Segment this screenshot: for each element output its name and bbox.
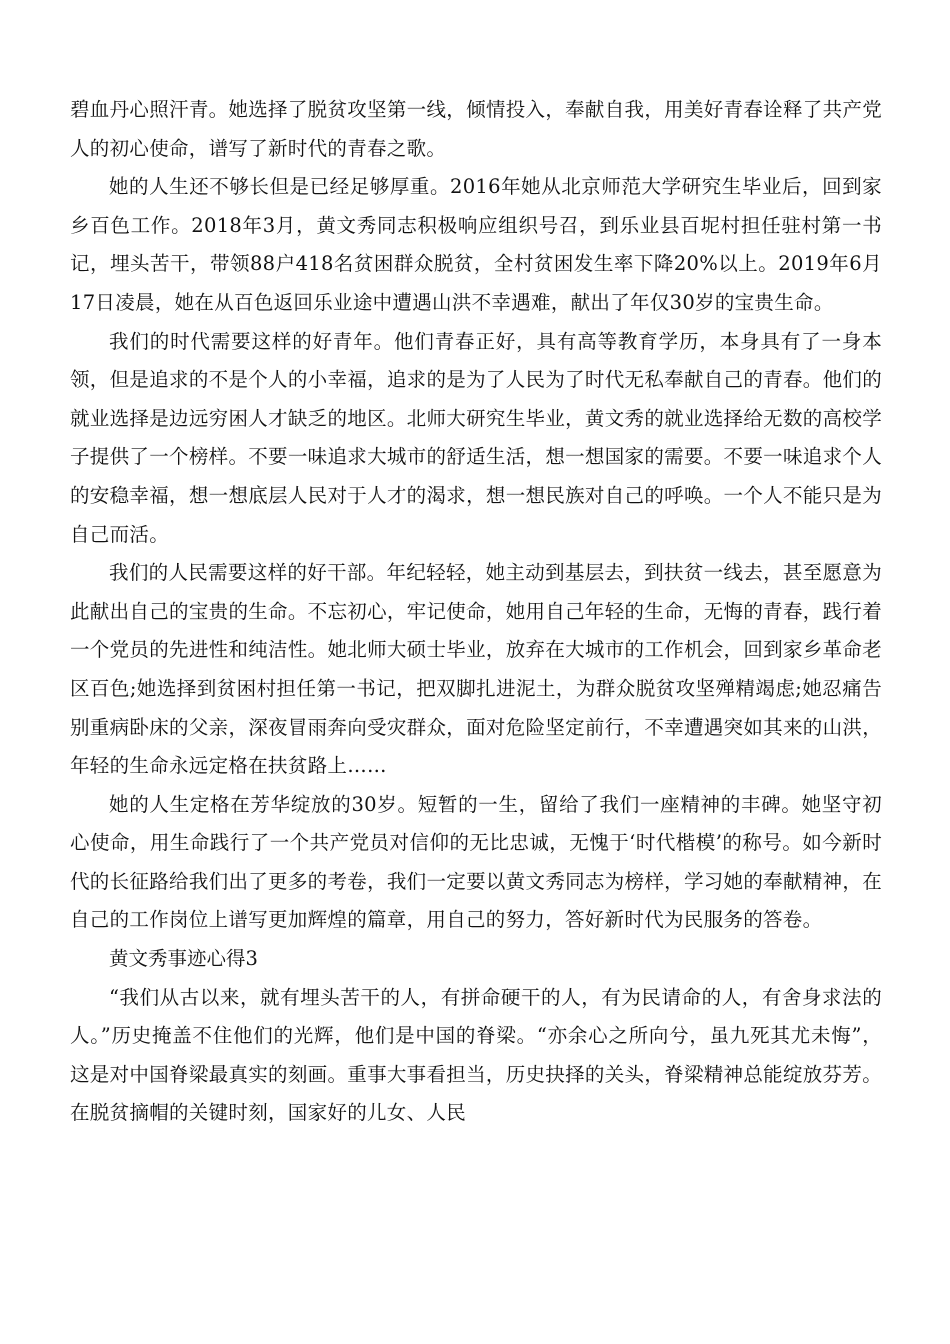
- paragraph-cadre: 我们的人民需要这样的好干部。年纪轻轻，她主动到基层去，到扶贫一线去，甚至愿意为此献出自己的宝贵的生命。不忘初心，牢记使命，她用自己年轻的生命，无悔的青春，践行着一个党员的先进性和纯洁性。她北师大硕士毕业，放弃在大城市的工作机会，回到家乡革命老区百色;她选择到贫困村担任第一书记，把双脚扎进泥土，为群众脱贫攻坚殚精竭虑;她忍痛告别重病卧床的父亲，深夜冒雨奔向受灾群众，面对危险坚定前行，不幸遭遇突如其来的山洪，年轻的生命永远定格在扶贫路上……: [70, 561, 882, 778]
- document-page: [70, 91, 882, 1133]
- paragraph-biography: 她的人生还不够长但是已经足够厚重。2016年她从北京师范大学研究生毕业后，回到家乡百色工作。2018年3月，黄文秀同志积极响应组织号召，到乐业县百坭村担任驻村第一书记，埋头苦干，带领88户418名贫困群众脱贫，全村贫困发生率下降20%以上。2019年6月17日凌晨，她在从百色返回乐业途中遭遇山洪不幸遇难，献出了年仅30岁的宝贵生命。: [70, 175, 882, 314]
- section-heading: 黄文秀事迹心得3: [109, 947, 258, 971]
- paragraph-section3-opening: “我们从古以来，就有埋头苦干的人，有拼命硬干的人，有为民请命的人，有舍身求法的人。”历史掩盖不住他们的光辉，他们是中国的脊梁。“亦余心之所向兮，虽九死其尤未悔”，这是对中国脊梁最真实的刻画。重事大事看担当，历史抉择的关头，脊梁精神总能绽放芬芳。在脱贫摘帽的关键时刻，国家好的儿女、人民: [70, 985, 882, 1125]
- paragraph-youth: 我们的时代需要这样的好青年。他们青春正好，具有高等教育学历，本身具有了一身本领，但是追求的不是个人的小幸福，追求的是为了人民为了时代无私奉献自己的青春。他们的就业选择是边远穷困人才缺乏的地区。北师大研究生毕业，黄文秀的就业选择给无数的高校学子提供了一个榜样。不要一味追求大城市的舒适生活，想一想国家的需要。不要一味追求个人的安稳幸福，想一想底层人民对于人才的渴求，想一想民族对自己的呼唤。一个人不能只是为自己而活。: [70, 329, 882, 546]
- paragraph-continuation: 碧血丹心照汗青。她选择了脱贫攻坚第一线，倾情投入，奉献自我，用美好青春诠释了共产党人的初心使命，谱写了新时代的青春之歌。: [70, 98, 882, 160]
- paragraph-legacy: 她的人生定格在芳华绽放的30岁。短暂的一生，留给了我们一座精神的丰碑。她坚守初心使命，用生命践行了一个共产党员对信仰的无比忠诚，无愧于‘时代楷模’的称号。如今新时代的长征路给我们出了更多的考卷，我们一定要以黄文秀同志为榜样，学习她的奉献精神，在自己的工作岗位上谱写更加辉煌的篇章，用自己的努力，答好新时代为民服务的答卷。: [70, 792, 882, 932]
